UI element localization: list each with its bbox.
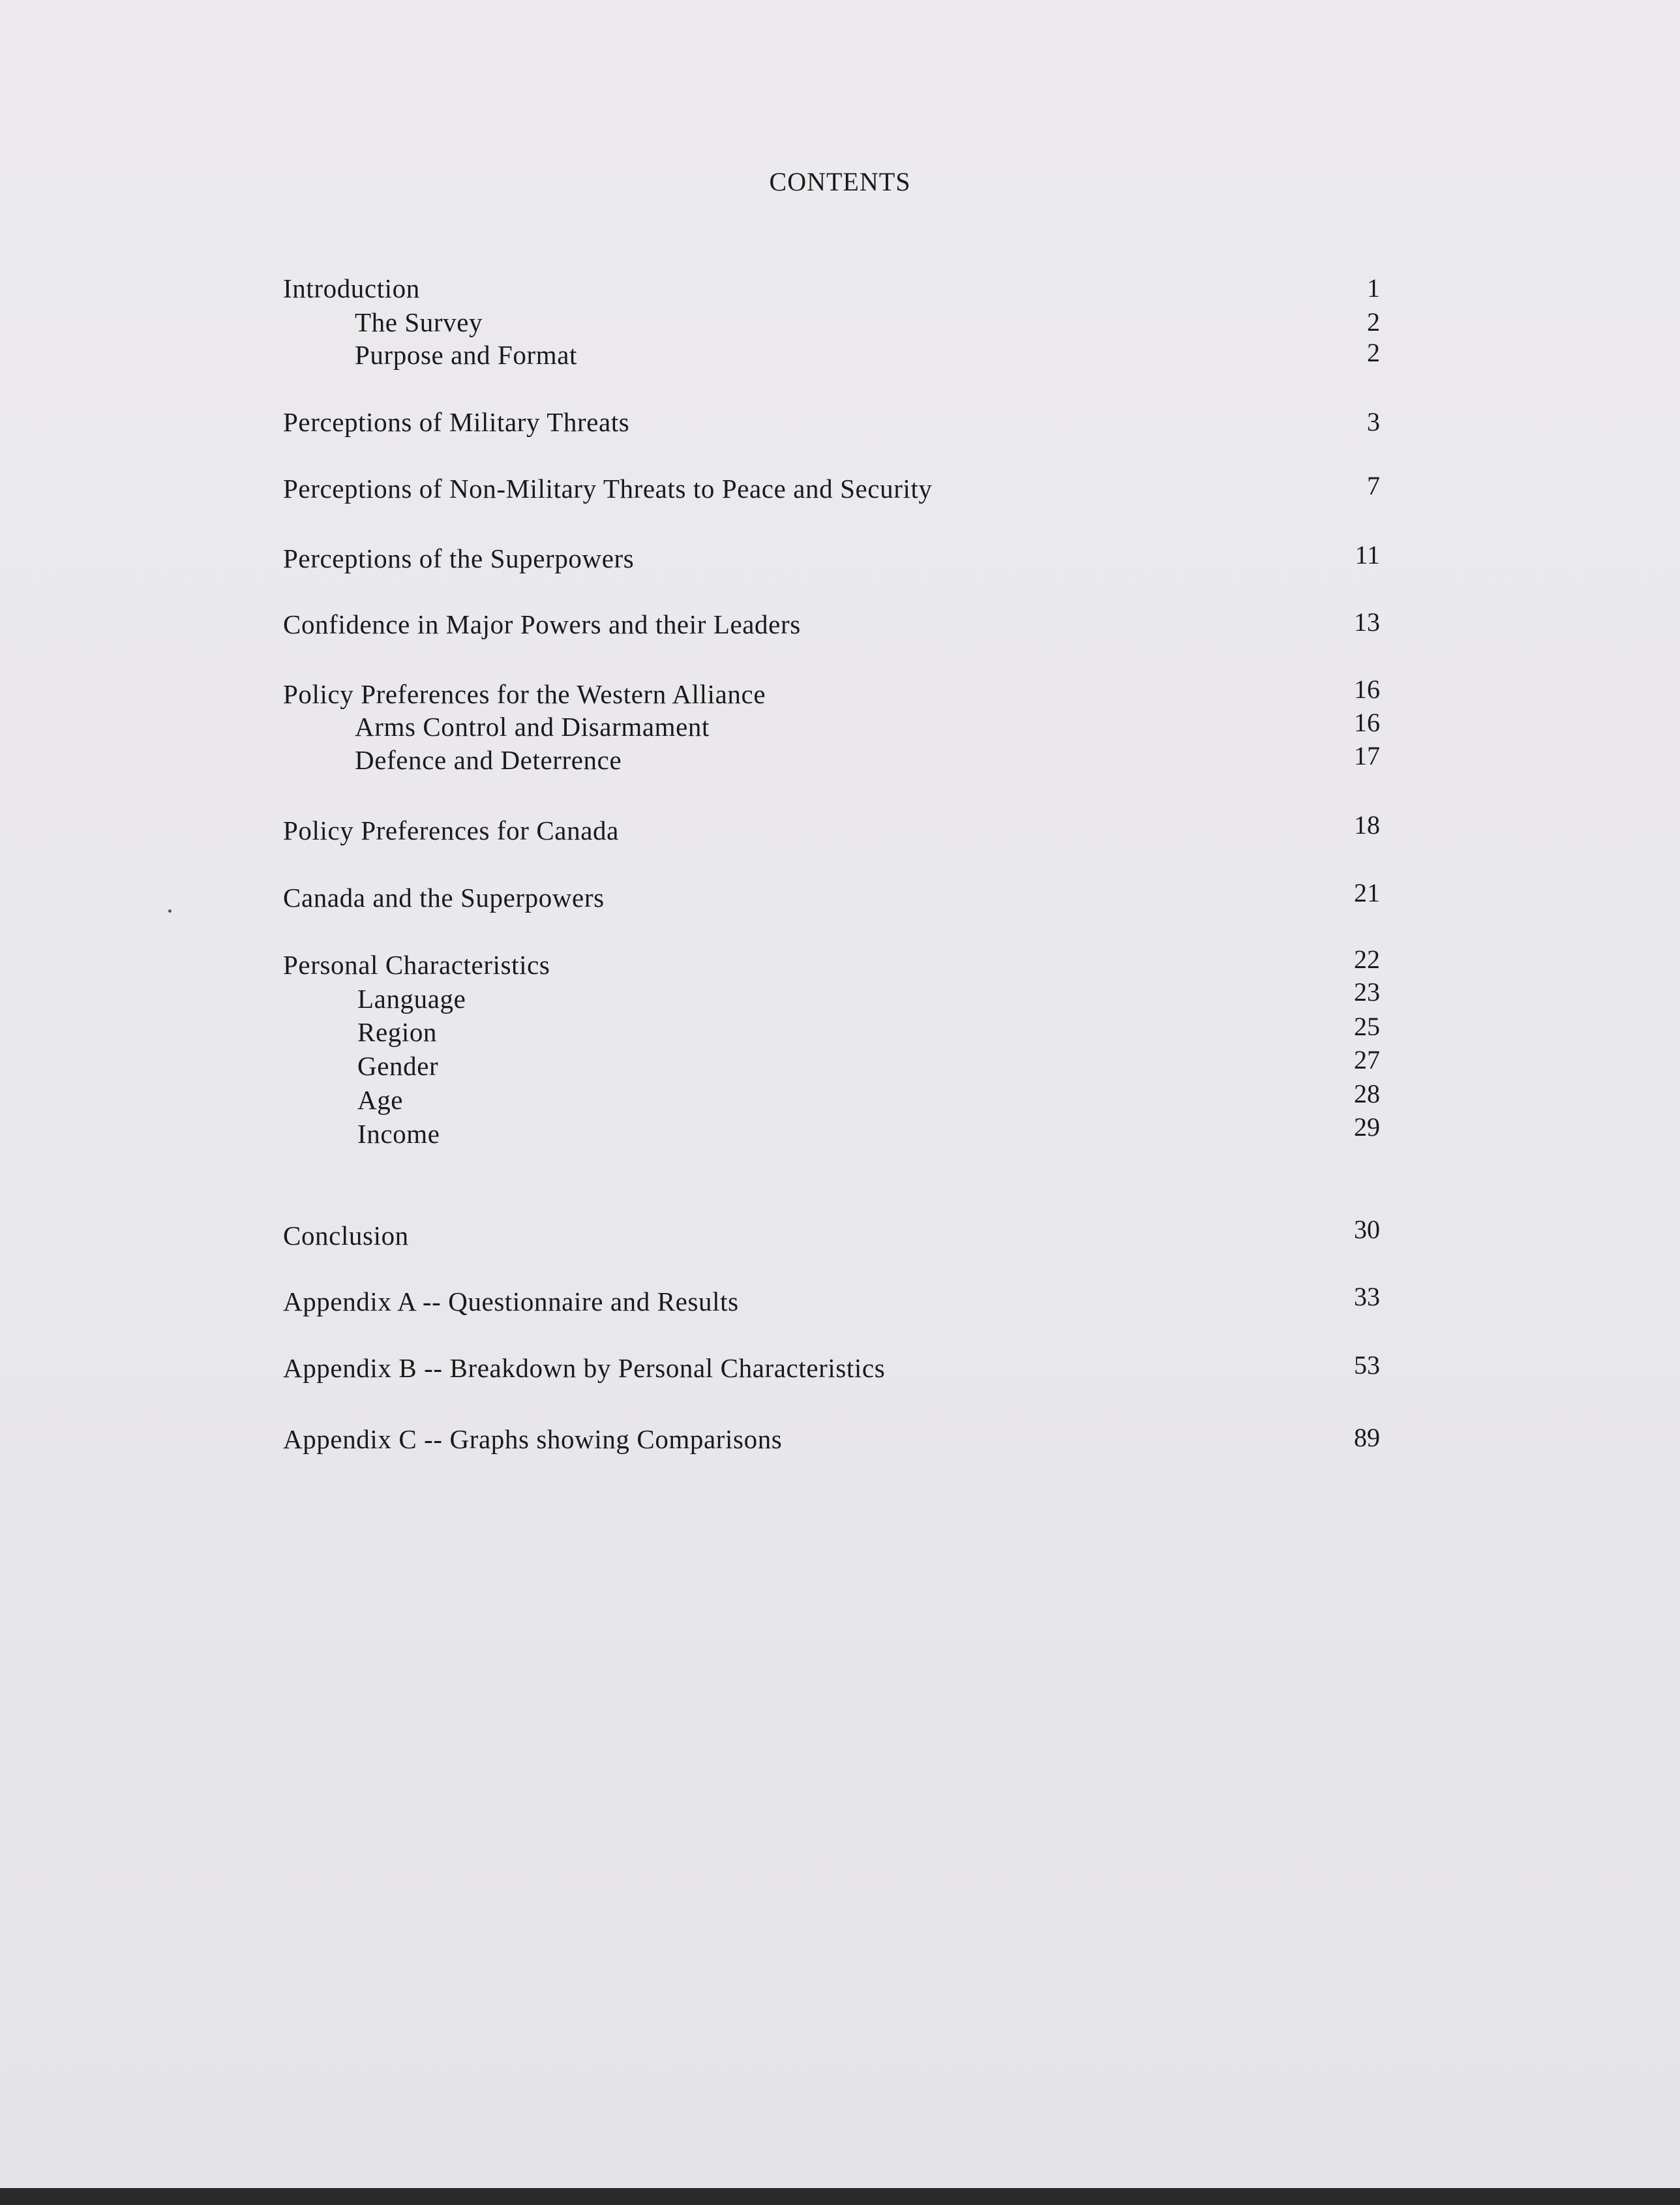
toc-entry-page: 23 — [1354, 977, 1380, 1007]
toc-entry-label: Policy Preferences for the Western Alliance — [283, 679, 766, 709]
toc-entry-label: Perceptions of Military Threats — [283, 407, 630, 437]
toc-entry-label: Introduction — [283, 273, 420, 303]
toc-entry-page: 7 — [1367, 471, 1380, 500]
toc-entry-label: Policy Preferences for Canada — [283, 815, 619, 845]
toc-entry-label: Appendix B -- Breakdown by Personal Characteristics — [283, 1353, 886, 1383]
toc-entry-label: The Survey — [355, 307, 483, 337]
toc-entry-label: Language — [357, 984, 466, 1014]
toc-entry-label: Arms Control and Disarmament — [355, 712, 710, 742]
scan-edge — [0, 2188, 1680, 2205]
toc-entry-page: 33 — [1354, 1282, 1380, 1311]
toc-entry-page: 2 — [1367, 307, 1380, 337]
toc-entry-page: 30 — [1354, 1215, 1380, 1244]
toc-entry-page: 89 — [1354, 1423, 1380, 1452]
toc-entry-page: 21 — [1354, 878, 1380, 907]
toc-entry-page: 27 — [1354, 1045, 1380, 1074]
page-title: CONTENTS — [769, 167, 911, 196]
toc-entry-label: Income — [357, 1119, 440, 1149]
toc-entry-label: Perceptions of the Superpowers — [283, 543, 635, 573]
toc-entry-page: 29 — [1354, 1112, 1380, 1142]
toc-entry-page: 53 — [1354, 1350, 1380, 1380]
toc-entry-label: Appendix A -- Questionnaire and Results — [283, 1286, 739, 1316]
toc-entry-page: 17 — [1354, 741, 1380, 770]
toc-entry-label: Canada and the Superpowers — [283, 883, 605, 913]
scan-speck — [168, 909, 172, 913]
toc-entry-page: 18 — [1354, 810, 1380, 840]
toc-entry-label: Purpose and Format — [355, 340, 578, 370]
toc-entry-page: 11 — [1355, 540, 1380, 570]
toc-entry-page: 28 — [1354, 1079, 1380, 1108]
toc-entry-label: Gender — [357, 1051, 439, 1081]
toc-entry-label: Appendix C -- Graphs showing Comparisons — [283, 1424, 783, 1454]
toc-entry-page: 16 — [1354, 708, 1380, 737]
toc-entry-page: 22 — [1354, 945, 1380, 974]
toc-entry-label: Confidence in Major Powers and their Leaders — [283, 609, 801, 639]
toc-entry-page: 16 — [1354, 675, 1380, 704]
toc-entry-page: 13 — [1354, 607, 1380, 637]
toc-entry-label: Personal Characteristics — [283, 950, 550, 980]
toc-entry-page: 3 — [1367, 407, 1380, 436]
toc-entry-label: Age — [357, 1085, 404, 1115]
toc-entry-label: Region — [357, 1017, 438, 1047]
toc-entry-page: 25 — [1354, 1012, 1380, 1041]
toc-entry-label: Conclusion — [283, 1221, 409, 1251]
toc-entry-label: Defence and Deterrence — [355, 745, 622, 775]
toc-entry-page: 1 — [1367, 273, 1380, 303]
toc-entry-page: 2 — [1367, 338, 1380, 367]
toc-entry-label: Perceptions of Non-Military Threats to Peace and Security — [283, 474, 933, 504]
